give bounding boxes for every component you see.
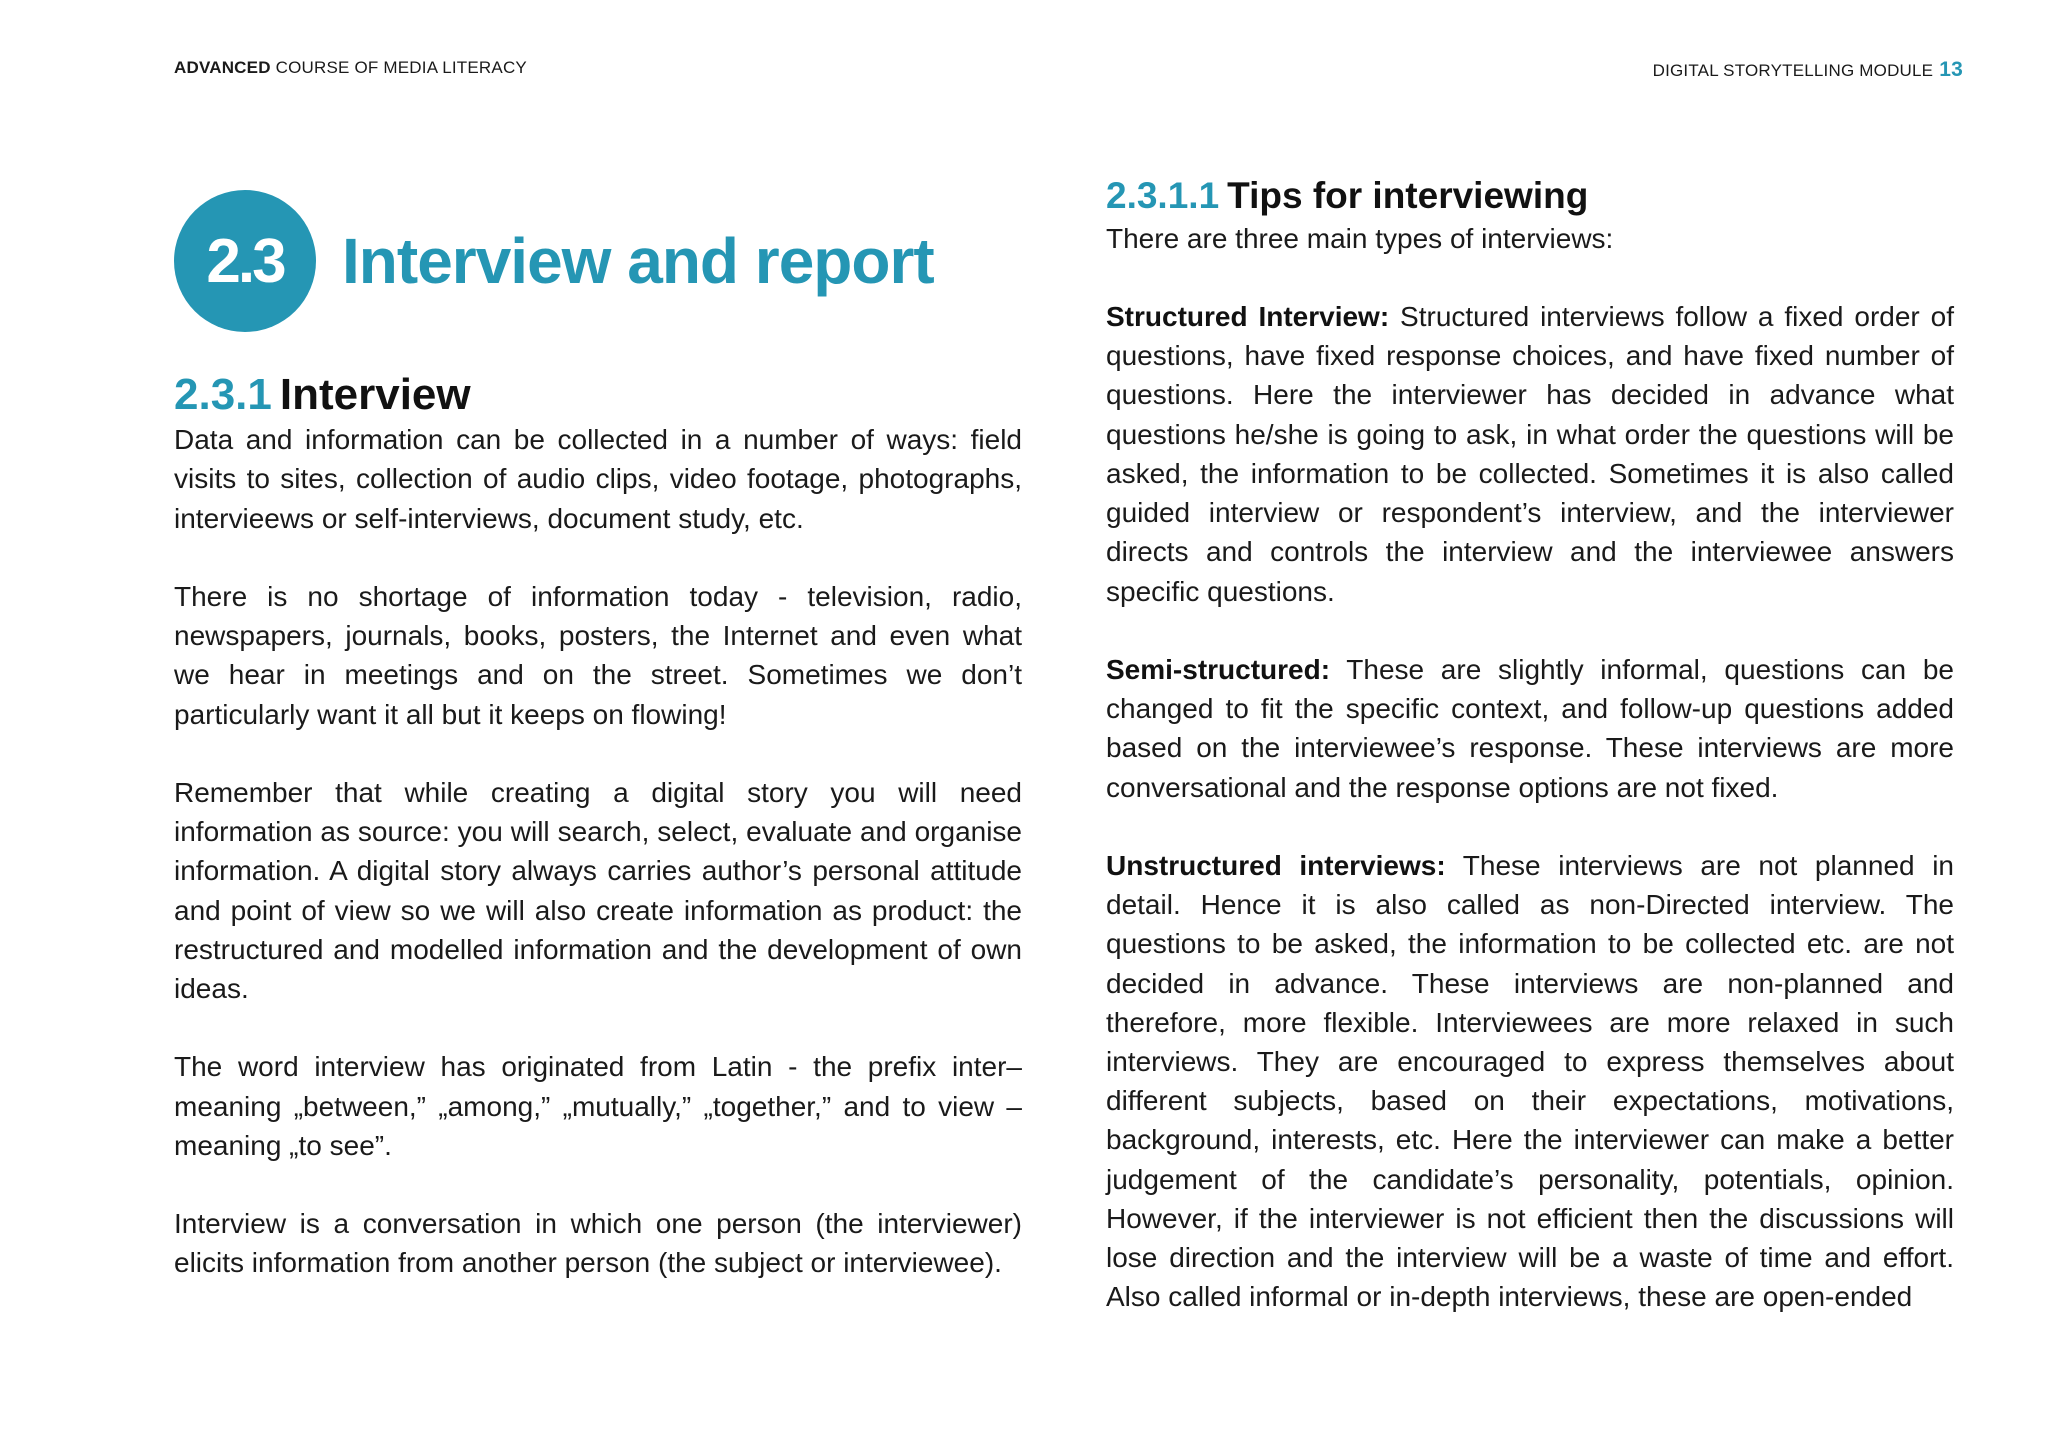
section-title: Interview: [279, 370, 471, 419]
section-number: 2.3.1: [174, 370, 272, 419]
running-header-right: [1653, 58, 1963, 82]
chapter-heading: [174, 186, 1022, 336]
section-paragraph: Data and information can be collected in a number of ways: field visits to sites, collection of audio clips, video footage, photographs, intervieews or self-interviews, document study, etc.: [174, 424, 1022, 534]
section-paragraph: Interview is a conversation in which one person (the interviewer) elicits information from another person (the subject or interviewee).: [174, 1208, 1022, 1279]
subsection-title: Tips for interviewing: [1227, 175, 1589, 216]
page-number: 13: [1939, 58, 1963, 81]
section-paragraph: The word interview has originated from Latin - the prefix inter– meaning „between,” „among,” „mutually,” „together,” and to view –meaning „to see”.: [174, 1051, 1022, 1161]
interview-type-lead: Unstructured interviews:: [1106, 849, 1446, 881]
subsection-intro: There are three main types of interviews:: [1106, 222, 1614, 254]
header-course-rest: COURSE OF MEDIA LITERACY: [275, 58, 527, 77]
interview-type-paragraph: [1106, 297, 1954, 611]
subsection-heading: [1106, 176, 1954, 217]
interview-type-paragraph: [1106, 846, 1954, 1316]
interview-type-paragraph: [1106, 650, 1954, 807]
section-heading: [174, 372, 1022, 418]
interview-type-text: These interviews are not planned in detail. Hence it is also called as non-Directed interview. The questions to be asked, the information to be collected etc. are not decided in advance. These interviews are non-planned and therefore, more flexible. Interviewees are more relaxed in such interviews. They are encouraged to express themselves about different subjects, based on their expectations, motivations, background, interests, etc. Here the interviewer can make a better judgement of the candidate’s personality, potentials, opinion. However, if the interviewer is not efficient then the discussions will lose direction and the interview will be a waste of time and effort. Also called informal or in-depth interviews, these are open-ended: [1106, 849, 1954, 1313]
subsection-number: 2.3.1.1: [1106, 175, 1220, 216]
right-column: [1106, 176, 1954, 1356]
interview-type-text: These are slightly informal, questions can be changed to fit the specific context, and follow-up questions added based on the interviewee’s response. These interviews are more conversational and the response options are not fixed.: [1106, 653, 1954, 803]
left-column: [174, 186, 1022, 1322]
interview-type-lead: Structured Interview:: [1106, 301, 1390, 333]
interview-type-lead: Semi-structured:: [1106, 653, 1331, 685]
running-header-left: [174, 58, 527, 78]
chapter-title: Interview and report: [342, 225, 934, 297]
section-paragraph: Remember that while creating a digital story you will need information as source: you will search, select, evaluate and organise information. A digital story always carries author’s personal attitude and point of view so we will also create information as product: the restructured and modelled information and the development of own ideas.: [174, 776, 1022, 1004]
header-module-title: DIGITAL STORYTELLING MODULE: [1652, 61, 1934, 80]
header-course-bold: ADVANCED: [174, 58, 271, 77]
chapter-number-badge: 2.3: [174, 190, 316, 332]
interview-type-text: Structured interviews follow a fixed order of questions, have fixed response choices, and have fixed number of questions. Here the interviewer has decided in advance what questions he/she is going to ask, in what order the questions will be asked, the information to be collected. Sometimes it is also called guided interview or respondent’s interview, and the interviewer directs and controls the interview and the interviewee answers specific questions.: [1106, 301, 1954, 607]
section-paragraph: There is no shortage of information today - television, radio, newspapers, journals, books, posters, the Internet and even what we hear in meetings and on the street. Sometimes we don’t particularly want it all but it keeps on flowing!: [174, 580, 1022, 730]
